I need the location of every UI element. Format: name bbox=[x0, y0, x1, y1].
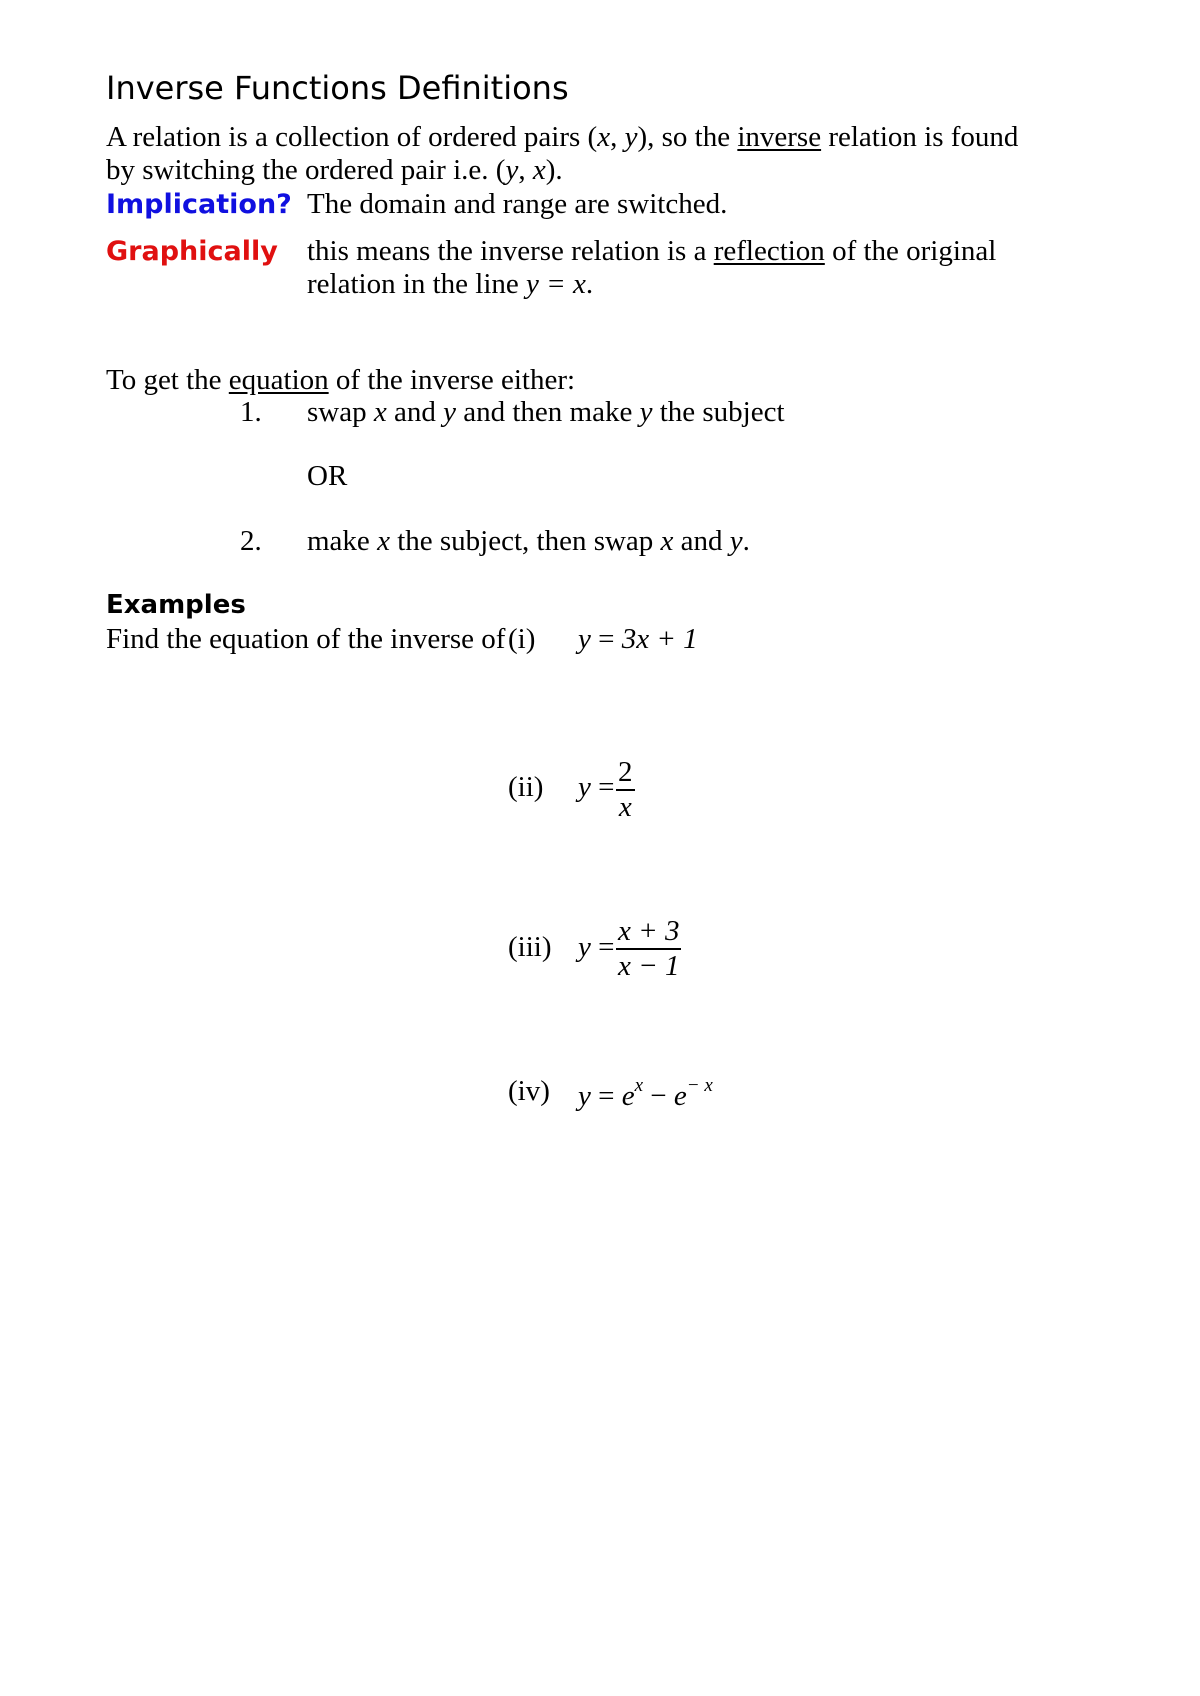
equation-term: equation bbox=[228, 364, 329, 396]
implication-text: The domain and range are switched. bbox=[307, 188, 728, 220]
page-title: Inverse Functions Definitions bbox=[106, 69, 569, 107]
intro-line-1: A relation is a collection of ordered pairs (x, y), so the inverse relation is found bbox=[106, 121, 1019, 153]
example-iii-fraction: x + 3 x − 1 bbox=[618, 915, 680, 982]
example-ii-fraction: 2 x bbox=[618, 756, 633, 823]
method-1-text: swap x and y and then make y the subject bbox=[307, 396, 785, 428]
example-i-label: (i) bbox=[508, 623, 536, 655]
example-ii-label: (ii) bbox=[508, 771, 544, 803]
example-ii-lhs: y = bbox=[578, 771, 615, 803]
reflection-term: reflection bbox=[713, 235, 825, 267]
example-i-equation: y = 3x + 1 bbox=[578, 623, 698, 655]
graphically-line-1: this means the inverse relation is a reflection of the original bbox=[307, 235, 997, 267]
method-2-number: 2. bbox=[240, 525, 262, 557]
example-iv-label: (iv) bbox=[508, 1075, 550, 1107]
equation-intro: To get the equation of the inverse either: bbox=[106, 364, 576, 396]
method-1-number: 1. bbox=[240, 396, 262, 428]
example-iii-label: (iii) bbox=[508, 931, 552, 963]
example-iii-lhs: y = bbox=[578, 931, 615, 963]
examples-prompt: Find the equation of the inverse of bbox=[106, 623, 506, 655]
inverse-term: inverse bbox=[737, 121, 822, 153]
or-text: OR bbox=[307, 460, 348, 492]
examples-heading: Examples bbox=[106, 590, 246, 620]
graphically-label: Graphically bbox=[106, 236, 278, 267]
intro-line-2: by switching the ordered pair i.e. (y, x). bbox=[106, 154, 563, 186]
method-2-text: make x the subject, then swap x and y. bbox=[307, 525, 750, 557]
implication-label: Implication? bbox=[106, 189, 292, 220]
example-iv-equation: $y = e^x - e^{- x}$ bbox=[578, 1075, 713, 1112]
graphically-line-2: relation in the line y = x. bbox=[307, 268, 594, 300]
